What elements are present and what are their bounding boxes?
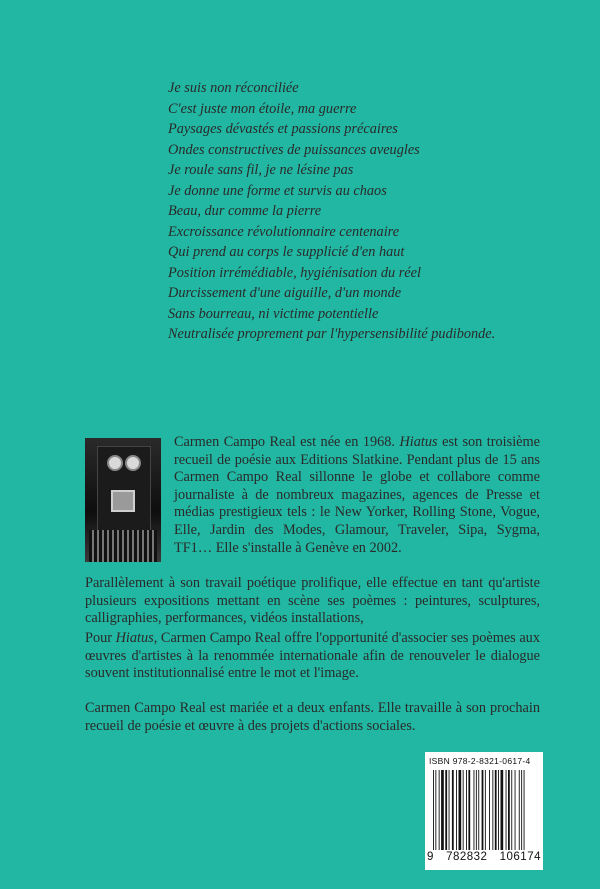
barcode-digit-group: 9 [427,851,434,863]
bio-text: Pour [85,630,116,646]
poem-line: Excroissance révolutionnaire centenaire [168,223,400,240]
barcode-digit-group: 782832 [446,851,488,863]
poem-line: Neutralisée proprement par l'hypersensibilité pudibonde. [168,326,496,342]
book-title: Hiatus [399,434,438,450]
bio-paragraph-1 [174,434,540,557]
barcode-digit-group: 106174 [499,851,541,863]
poem-line: Paysages dévastés et passions précaires [168,121,398,137]
bio-paragraph-1-cont [85,575,540,628]
bio-text: , Carmen Campo Real offre l'opportunité d'associer ses poèmes aux œuvres d'artistes à la renommée internationale afin de renouveler le dialogue souvent institutionnalisé entre le mot et l'image. [85,630,540,682]
poem-line: Je roule sans fil, je ne lésine pas [168,162,354,178]
poem-line: Je donne une forme et survis au chaos [168,182,387,199]
poem [168,78,568,345]
bio-text: Parallèlement à son travail poétique prolifique, elle effectue en tant qu'artiste plusieurs expositions mettant en scène ses poèmes : peintures, sculptures, calligraphies, performances, vidéos installations, [85,575,540,627]
poem-line: Sans bourreau, ni victime potentielle [168,305,379,322]
bio-text: est son troisième recueil de poésie aux Editions Slatkine. Pendant plus de 15 ans Carmen Campo Real sillonne le globe et collabore comme journaliste à de nombreux magazines, agences de Presse et médias prestigieux tels : le New Yorker, Rolling Stone, Vogue, Elle, Jardin des Modes, Glamour, Traveler, Sipa, Sygma, TF1… Elle s'installe à Genève en 2002. [174,434,540,556]
bio-paragraph-3 [85,700,540,735]
poem-line: C'est juste mon étoile, ma guerre [168,100,357,117]
bio-text: Carmen Campo Real est née en 1968. [174,434,400,450]
poem-line: Ondes constructives de puissances aveugles [168,141,420,158]
bio-paragraph-2 [85,630,540,683]
poem-line: Beau, dur comme la pierre [168,203,322,219]
isbn-barcode [425,752,543,870]
author-photo [85,438,161,562]
barcode-digits [427,851,541,863]
poem-line: Qui prend au corps le supplicié d'en haut [168,244,405,260]
barcode-bars [431,770,537,850]
isbn-label: ISBN 978-2-8321-0617-4 [429,756,531,766]
poem-line: Durcissement d'une aiguille, d'un monde [168,285,402,301]
book-title: Hiatus [115,630,154,646]
poem-line: Je suis non réconciliée [168,80,299,96]
poem-line: Position irrémédiable, hygiénisation du réel [168,264,421,281]
bio-text: Carmen Campo Real est mariée et a deux enfants. Elle travaille à son prochain recueil de poésie et œuvre à des projets d'actions sociales. [85,700,540,734]
